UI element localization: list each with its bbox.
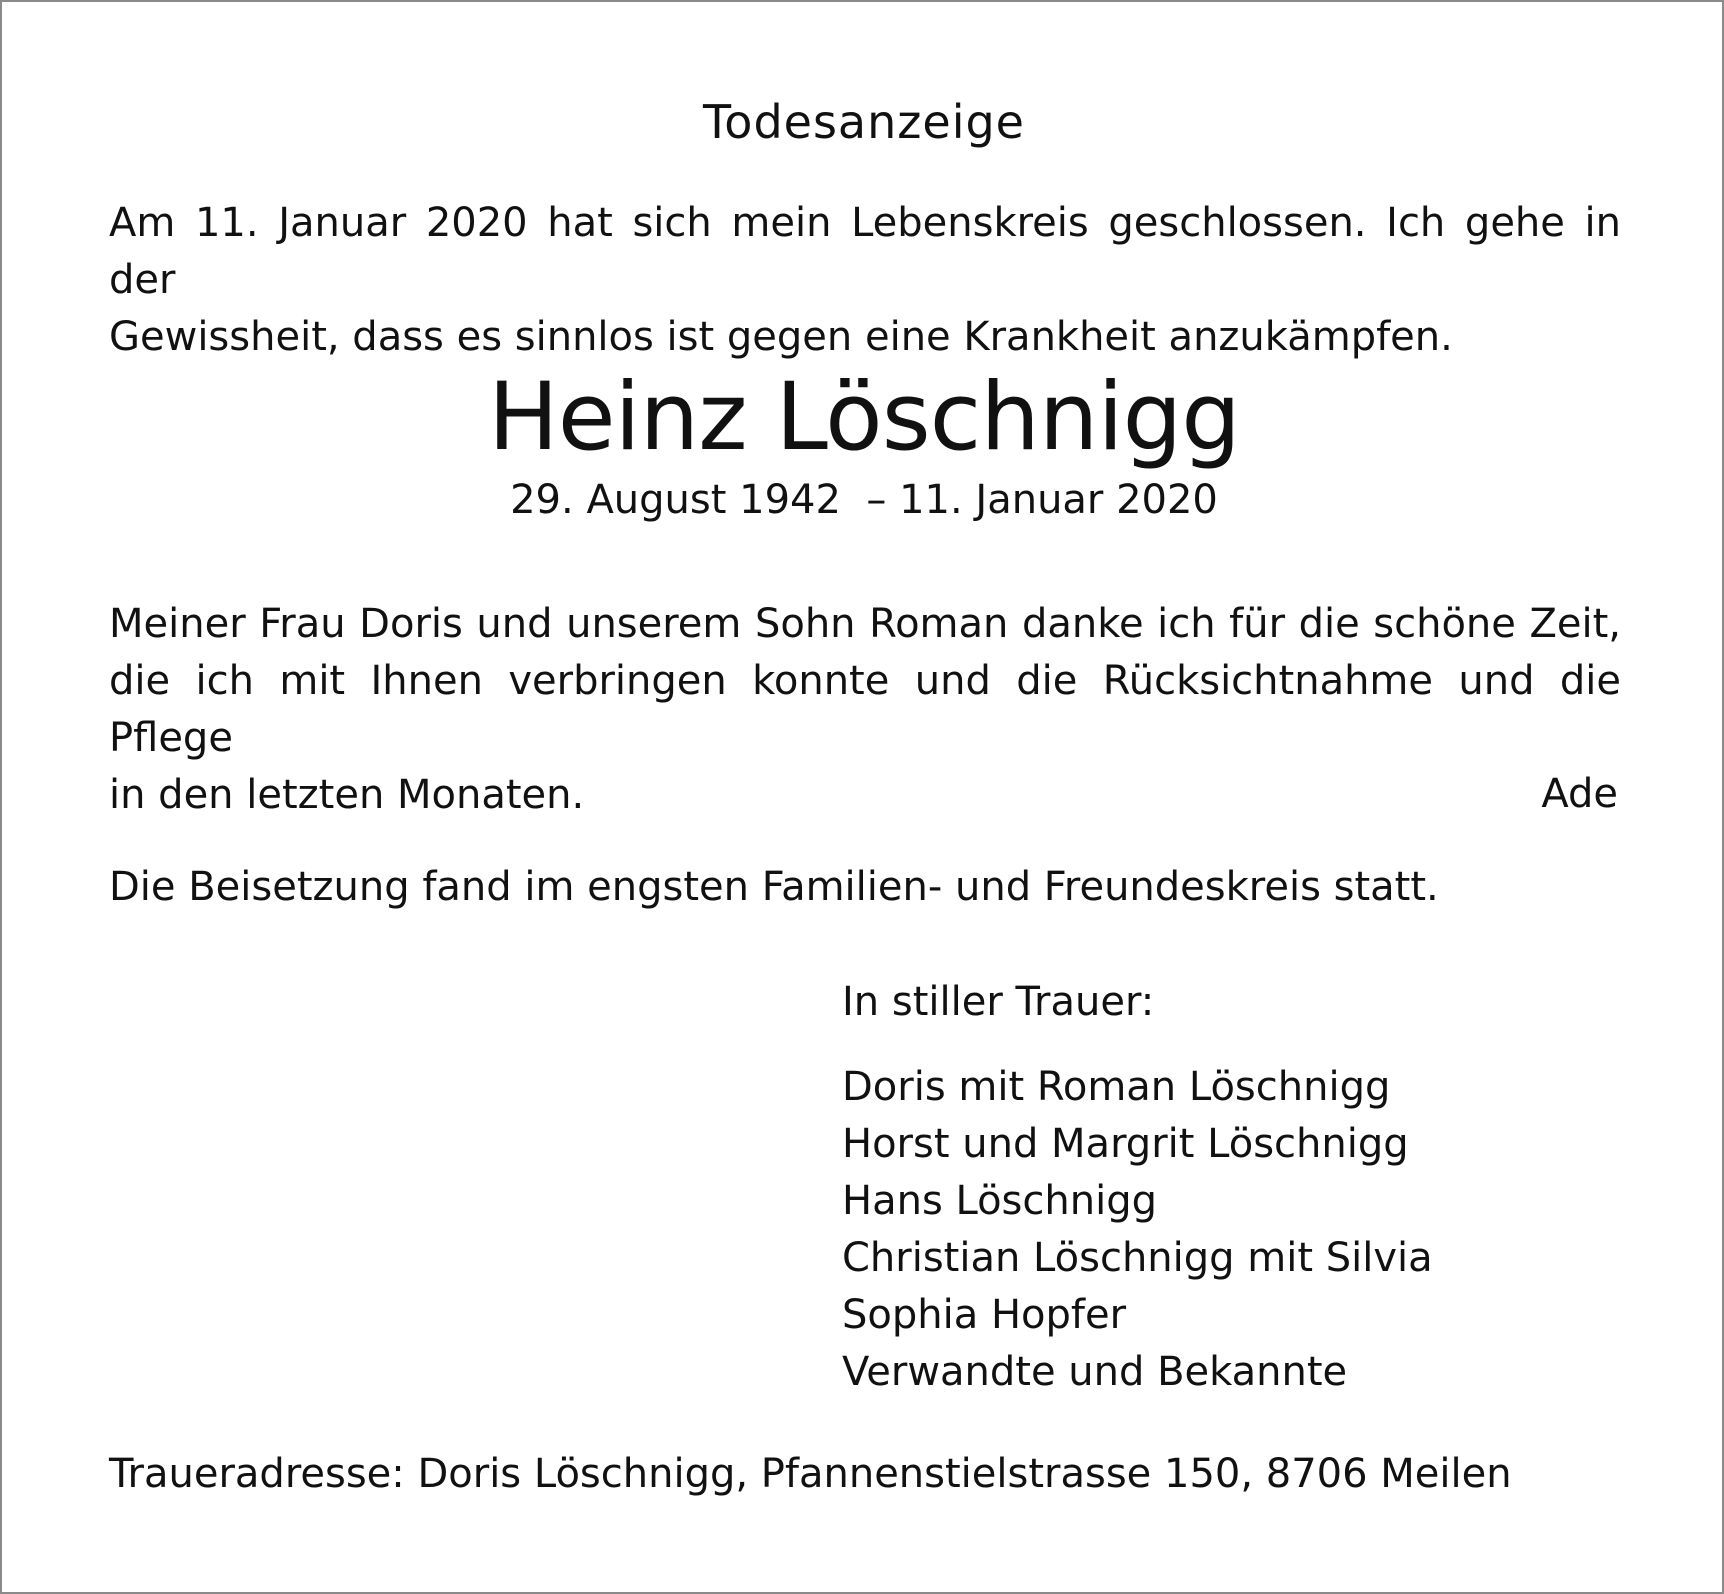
- thanks-line: in den letzten Monaten.: [109, 772, 585, 818]
- thanks-line: Meiner Frau Doris und unserem Sohn Roman danke ich für die schöne Zeit,: [109, 601, 1621, 647]
- intro-line: Gewissheit, dass es sinnlos ist gegen eine Krankheit anzukämpfen.: [109, 314, 1453, 360]
- mourner-entry: Doris mit Roman Löschnigg: [842, 1064, 1391, 1110]
- mourners-list: [842, 1059, 1433, 1401]
- mourner-entry: Verwandte und Bekannte: [842, 1349, 1348, 1395]
- deceased-name: Heinz Löschnigg: [488, 363, 1240, 472]
- mourning-address: Traueradresse: Doris Löschnigg, Pfannenstielstrasse 150, 8706 Meilen: [109, 1451, 1512, 1497]
- mourner-entry: Christian Löschnigg mit Silvia: [842, 1235, 1433, 1281]
- thanks-line: die ich mit Ihnen verbringen konnte und die Rücksichtnahme und die Pflege: [109, 658, 1621, 761]
- mourner-entry: Sophia Hopfer: [842, 1292, 1127, 1338]
- intro-line: Am 11. Januar 2020 hat sich mein Lebenskreis geschlossen. Ich gehe in der: [109, 200, 1621, 303]
- thanks-paragraph: [109, 596, 1621, 824]
- mourner-entry: Horst und Margrit Löschnigg: [842, 1121, 1409, 1167]
- intro-paragraph: [109, 195, 1621, 366]
- farewell-word: Ade: [1541, 771, 1618, 817]
- life-dates: 29. August 1942 – 11. Januar 2020: [510, 477, 1218, 523]
- burial-statement: Die Beisetzung fand im engsten Familien- und Freundeskreis statt.: [109, 864, 1439, 910]
- mourning-label: In stiller Trauer:: [842, 979, 1155, 1025]
- notice-heading: Todesanzeige: [703, 95, 1025, 149]
- mourner-entry: Hans Löschnigg: [842, 1178, 1157, 1224]
